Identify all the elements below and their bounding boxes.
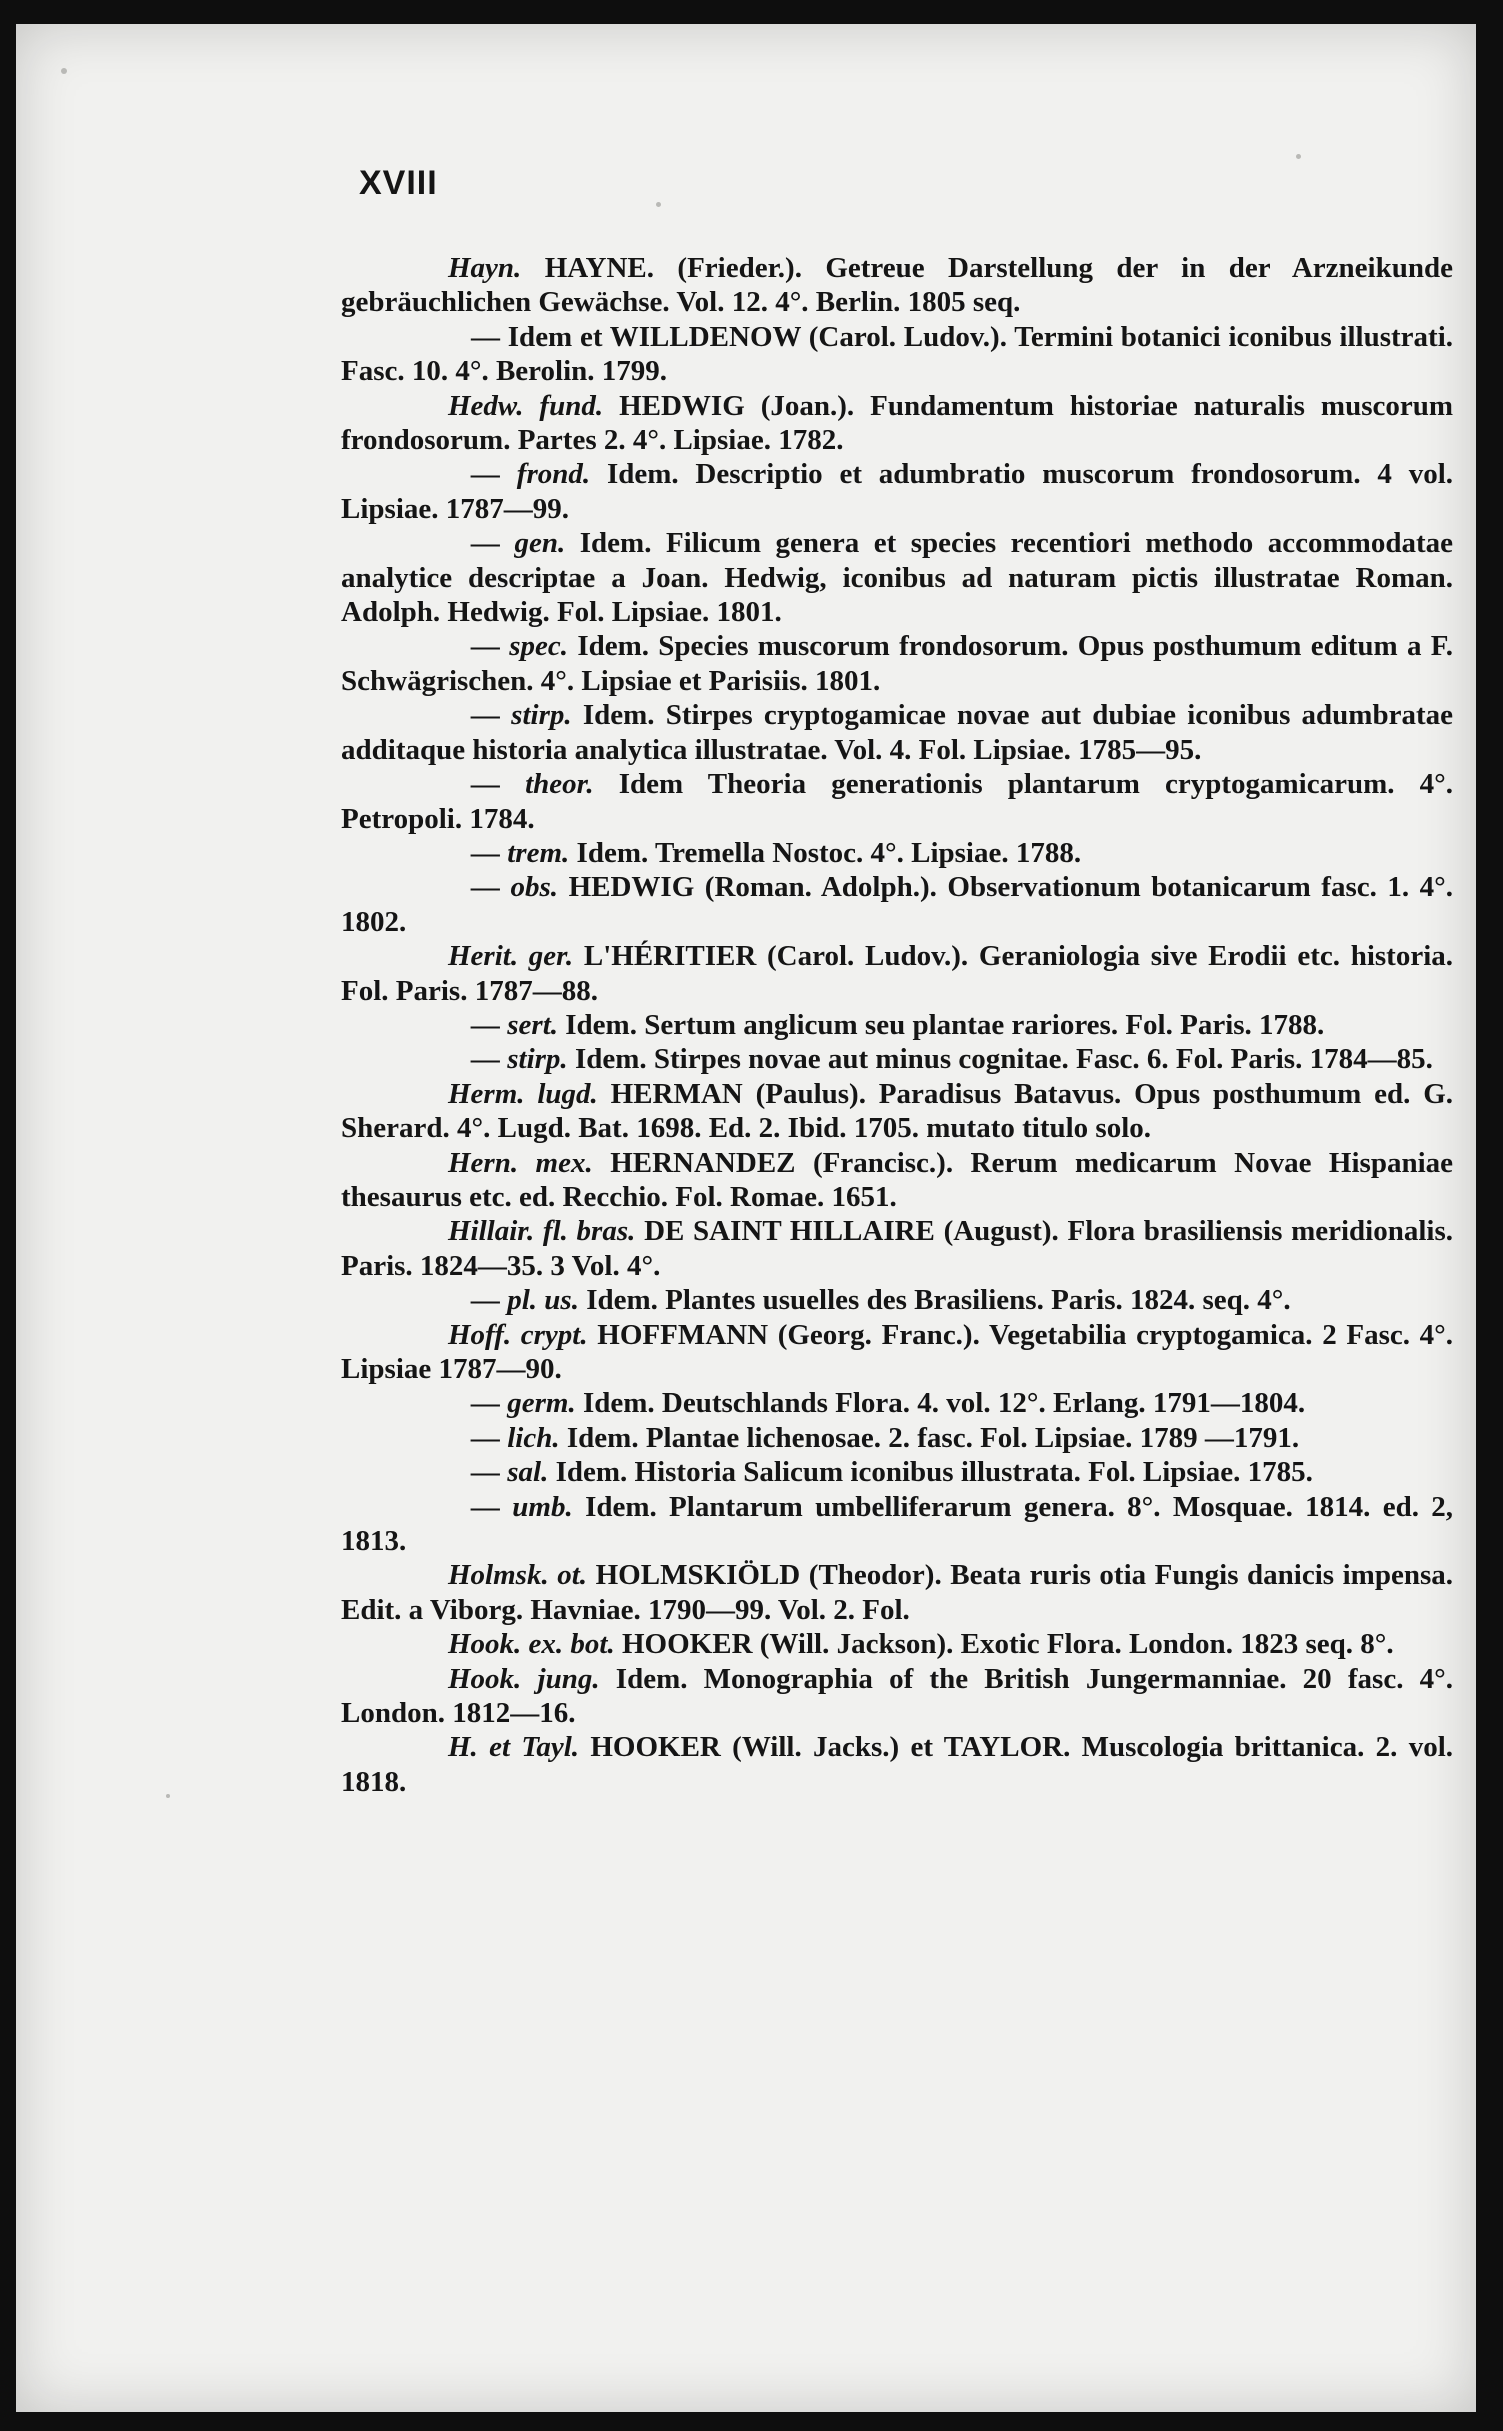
bibliography-entry xyxy=(341,1077,1453,1146)
bibliography-entry xyxy=(341,1008,1453,1042)
paper-speck xyxy=(1296,154,1301,159)
entry-description: HOOKER (Will. Jacks.) et TAYLOR. Muscologia brittanica. 2. vol. 1818. xyxy=(341,1731,1454,1798)
entry-description: HOLMSKIÖLD (Theodor). Beata ruris otia Fungis danicis impensa. Edit. a Viborg. Havniae. 1790—99. Vol. 2. Fol. xyxy=(341,1559,1453,1626)
bibliography-entry xyxy=(341,1490,1453,1559)
entry-description: HERNANDEZ (Francisc.). Rerum medicarum Novae Hispaniae thesaurus etc. ed. Recchio. Fol. Romae. 1651. xyxy=(341,1146,1454,1213)
entry-description: HEDWIG (Roman. Adolph.). Observationum botanicarum fasc. 1. 4°. 1802. xyxy=(341,871,1453,938)
entry-abbreviation: — obs. xyxy=(471,871,559,904)
entry-abbreviation: Hoff. crypt. xyxy=(448,1318,588,1351)
bibliography-entry xyxy=(341,251,1453,320)
entry-abbreviation: — gen. xyxy=(471,527,566,560)
entry-abbreviation: Herm. lugd. xyxy=(448,1077,598,1110)
entry-description: Idem. Monographia of the British Jungermanniae. 20 fasc. 4°. London. 1812—16. xyxy=(341,1662,1453,1730)
bibliography-entry xyxy=(341,629,1453,698)
entry-abbreviation: — sal. xyxy=(471,1456,549,1489)
entry-abbreviation: — lich. xyxy=(471,1421,560,1454)
entry-description: Idem. Sertum anglicum seu plantae rariores. Fol. Paris. 1788. xyxy=(565,1008,1325,1041)
entry-description: L'HÉRITIER (Carol. Ludov.). Geraniologia sive Erodii etc. historia. Fol. Paris. 1787—88. xyxy=(341,940,1454,1007)
bibliography-entry xyxy=(341,767,1453,836)
entry-description: HEDWIG (Joan.). Fundamentum historiae naturalis muscorum frondosorum. Partes 2. 4°. Lipsiae. 1782. xyxy=(341,389,1454,457)
entry-description: Idem. Stirpes novae aut minus cognitae. Fasc. 6. Fol. Paris. 1784—85. xyxy=(574,1043,1433,1076)
entry-description: DE SAINT HILLAIRE (August). Flora brasiliensis meridionalis. Paris. 1824—35. 3 Vol. 4°. xyxy=(341,1215,1453,1282)
entry-abbreviation: Herit. ger. xyxy=(448,940,574,973)
entry-abbreviation: Holmsk. ot. xyxy=(448,1559,588,1592)
entry-abbreviation: — spec. xyxy=(471,630,569,663)
bibliography-entry xyxy=(341,698,1453,767)
entry-description: HERMAN (Paulus). Paradisus Batavus. Opus posthumum ed. G. Sherard. 4°. Lugd. Bat. 1698. Ed. 2. Ibid. 1705. mutato titulo solo. xyxy=(341,1077,1454,1145)
bibliography-entry xyxy=(341,870,1453,939)
bibliography-entry xyxy=(341,1042,1453,1076)
entry-description: Idem. Deutschlands Flora. 4. vol. 12°. Erlang. 1791—1804. xyxy=(582,1387,1306,1420)
entry-abbreviation: — trem. xyxy=(471,836,570,869)
paper-speck xyxy=(166,1794,170,1798)
entry-description: — Idem et WILLDENOW (Carol. Ludov.). Termini botanici iconibus illustrati. Fasc. 10. 4°. Berolin. 1799. xyxy=(341,320,1453,388)
entry-abbreviation: Hedw. fund. xyxy=(448,389,604,422)
entry-description: Idem. Plantae lichenosae. 2. fasc. Fol. Lipsiae. 1789 —1791. xyxy=(566,1421,1300,1454)
entry-abbreviation: — frond. xyxy=(471,458,591,491)
entry-description: Idem. Stirpes cryptogamicae novae aut dubiae iconibus adumbratae additaque historia analytica illustratae. Vol. 4. Fol. Lipsiae. 1785—95. xyxy=(341,699,1453,766)
entry-abbreviation: Hillair. fl. bras. xyxy=(448,1215,636,1248)
entry-description: Idem. Species muscorum frondosorum. Opus posthumum editum a F. Schwägrischen. 4°. Lipsiae et Parisiis. 1801. xyxy=(341,630,1454,697)
bibliography-entry xyxy=(341,1214,1453,1283)
entry-description: HOFFMANN (Georg. Franc.). Vegetabilia cryptogamica. 2 Fasc. 4°. Lipsiae 1787—90. xyxy=(341,1318,1454,1385)
bibliography-entry xyxy=(341,457,1453,526)
entry-abbreviation: — sert. xyxy=(471,1008,558,1041)
page-number: XVIII xyxy=(359,164,438,202)
entry-abbreviation: Hayn. xyxy=(448,252,522,284)
bibliography-entry xyxy=(341,1318,1453,1387)
bibliography-entry xyxy=(341,1627,1453,1661)
entry-abbreviation: Hern. mex. xyxy=(448,1146,593,1179)
entry-description: HAYNE. (Frieder.). Getreue Darstellung der in der Arzneikunde gebräuchlichen Gewächse. Vol. 12. 4°. Berlin. 1805 seq. xyxy=(341,252,1453,319)
bibliography-entry xyxy=(341,389,1453,458)
bibliography-entry xyxy=(341,1283,1453,1317)
bibliography-entry xyxy=(341,1386,1453,1420)
page-content xyxy=(341,164,1453,1799)
entry-description: Idem Theoria generationis plantarum cryptogamicarum. 4°. Petropoli. 1784. xyxy=(341,768,1453,835)
entry-abbreviation: — umb. xyxy=(471,1490,573,1523)
entry-abbreviation: Hook. ex. bot. xyxy=(448,1628,615,1661)
bibliography-entry xyxy=(341,1146,1453,1215)
entry-abbreviation: — germ. xyxy=(471,1387,576,1420)
entry-abbreviation: — theor. xyxy=(471,768,594,801)
entry-description: Idem. Plantes usuelles des Brasiliens. Paris. 1824. seq. 4°. xyxy=(586,1284,1291,1317)
bibliography-entry xyxy=(341,320,1453,389)
bibliography-entry xyxy=(341,939,1453,1008)
entry-abbreviation: — stirp. xyxy=(471,1043,568,1076)
document-page xyxy=(16,24,1476,2412)
bibliography-entry xyxy=(341,836,1453,870)
entry-abbreviation: — pl. us. xyxy=(471,1284,579,1317)
entry-abbreviation: Hook. jung. xyxy=(448,1662,600,1695)
bibliography-entry xyxy=(341,1455,1453,1489)
entry-description: Idem. Descriptio et adumbratio muscorum frondosorum. 4 vol. Lipsiae. 1787—99. xyxy=(341,458,1453,525)
entry-description: Idem. Tremella Nostoc. 4°. Lipsiae. 1788. xyxy=(576,836,1082,869)
bibliography-entry xyxy=(341,1421,1453,1455)
bibliography-entry xyxy=(341,1558,1453,1627)
paper-speck xyxy=(61,68,67,74)
entry-description: HOOKER (Will. Jackson). Exotic Flora. London. 1823 seq. 8°. xyxy=(622,1628,1394,1661)
entry-abbreviation: — stirp. xyxy=(471,699,572,732)
entry-description: Idem. Historia Salicum iconibus illustrata. Fol. Lipsiae. 1785. xyxy=(555,1456,1313,1489)
bibliography-entry xyxy=(341,1730,1453,1799)
entry-description: Idem. Filicum genera et species recentiori methodo accommodatae analytice descriptae a Joan. Hedwig, iconibus ad naturam pictis illustratae Roman. Adolph. Hedwig. Fol. Lipsiae. 1801. xyxy=(341,527,1453,629)
bibliography-entry xyxy=(341,526,1453,629)
bibliography-entry xyxy=(341,1662,1453,1731)
entry-description: Idem. Plantarum umbelliferarum genera. 8°. Mosquae. 1814. ed. 2, 1813. xyxy=(341,1490,1454,1558)
entry-abbreviation: H. et Tayl. xyxy=(448,1731,580,1764)
